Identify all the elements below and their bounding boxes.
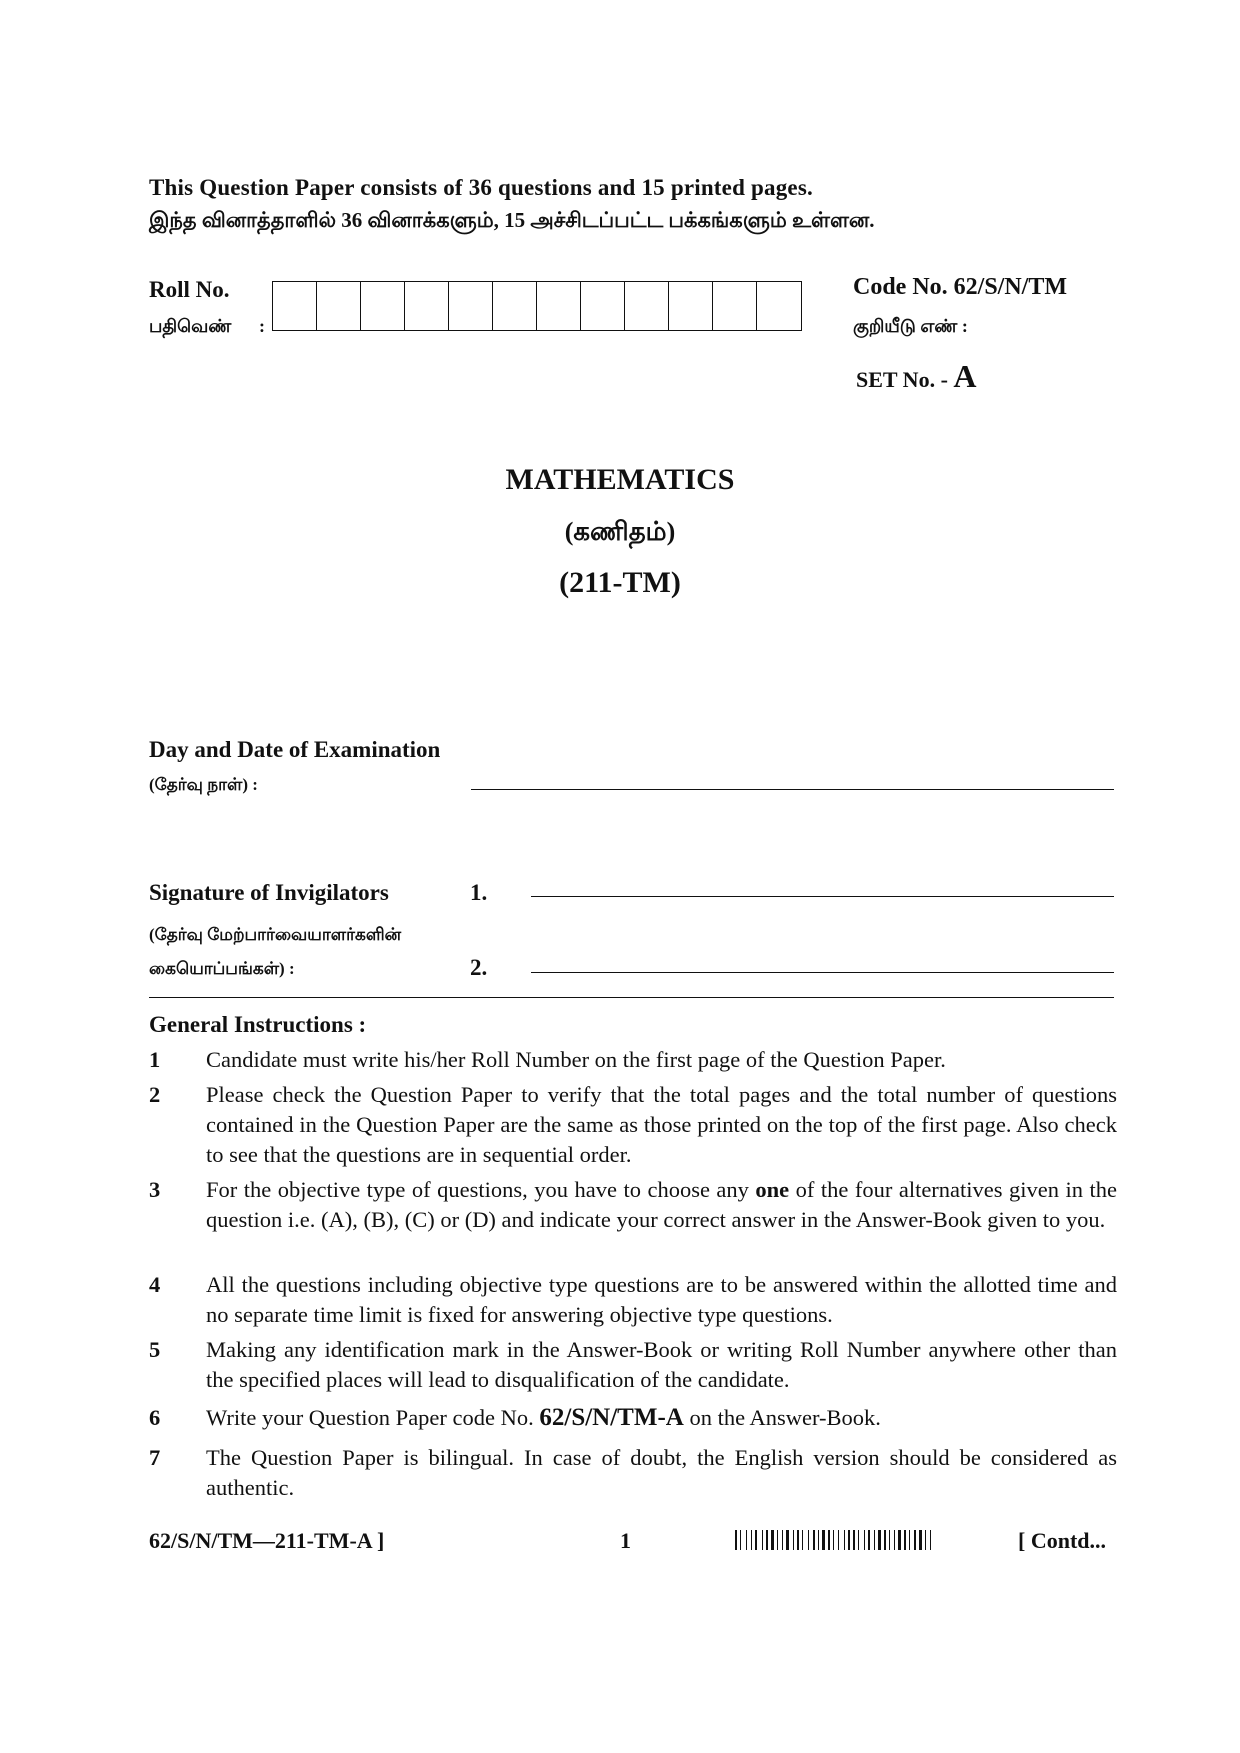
set-number: [856, 358, 977, 395]
instruction-text: Please check the Question Paper to verify that the total pages and the total number of questions contained in the Question Paper are the same as those printed on the top of the first page. Also check to see that the questions are in sequential order.: [206, 1082, 1117, 1167]
instruction-number: 7: [149, 1445, 161, 1470]
instruction-text: [206, 1403, 1117, 1433]
continued-label: [ Contd...: [1018, 1528, 1107, 1553]
invigilator-label-tamil-1: (தேர்வு மேற்பார்வையாளர்களின்: [149, 925, 402, 944]
instruction-item: [149, 1045, 1117, 1075]
instruction-number: 2: [149, 1082, 161, 1107]
instruction-item: [149, 1443, 1117, 1503]
invigilator-signature-line-1[interactable]: [531, 896, 1114, 897]
instruction-item: [149, 1335, 1117, 1395]
instruction-number: 3: [149, 1177, 161, 1202]
instruction-item: [149, 1270, 1117, 1330]
roll-digit-box[interactable]: [493, 282, 537, 330]
roll-digit-box[interactable]: [361, 282, 405, 330]
instruction-number: 5: [149, 1337, 161, 1362]
subject-title: MATHEMATICS: [505, 463, 735, 496]
page-number: 1: [620, 1528, 631, 1553]
instruction-number: 1: [149, 1047, 161, 1072]
roll-digit-box[interactable]: [317, 282, 361, 330]
footer-paper-code: 62/S/N/TM—211-TM-A ]: [149, 1528, 385, 1553]
invigilator-number-2: 2.: [470, 955, 488, 980]
paper-summary-ta: இந்த வினாத்தாளில் 36 வினாக்களும், 15 அச்சிடப்பட்ட பக்கங்களும் உள்ளன.: [149, 208, 875, 232]
roll-digit-box[interactable]: [757, 282, 801, 330]
instruction-emphasis: 62/S/N/TM-A: [539, 1404, 684, 1431]
instruction-emphasis: one: [755, 1177, 790, 1202]
roll-digit-box[interactable]: [669, 282, 713, 330]
roll-number-label: Roll No.: [149, 277, 230, 302]
roll-digit-box[interactable]: [405, 282, 449, 330]
invigilator-signature-line-2[interactable]: [531, 972, 1114, 973]
roll-digit-box[interactable]: [625, 282, 669, 330]
exam-date-line[interactable]: [471, 789, 1114, 790]
roll-number-boxes[interactable]: [272, 281, 802, 331]
instruction-text: Candidate must write his/her Roll Number on the first page of the Question Paper.: [206, 1047, 946, 1072]
instruction-text-part: on the Answer-Book.: [683, 1405, 881, 1430]
roll-digit-box[interactable]: [449, 282, 493, 330]
subject-code: (211-TM): [559, 566, 681, 599]
roll-digit-box[interactable]: [273, 282, 317, 330]
instruction-text: [206, 1175, 1117, 1235]
barcode: [735, 1530, 993, 1550]
instruction-text-part: of the four alternatives given in the question i.e. (A), (B), (C) or (D) and indicate your correct answer in the Answer-Book given to you.: [206, 1177, 1117, 1232]
roll-digit-box[interactable]: [713, 282, 757, 330]
instruction-text-part: Write your Question Paper code No.: [206, 1405, 540, 1430]
instruction-text: The Question Paper is bilingual. In case of doubt, the English version should be considered as authentic.: [206, 1445, 1117, 1500]
section-divider: [149, 997, 1114, 998]
set-number-label: SET No. -: [856, 367, 948, 392]
subject-title-tamil: (கணிதம்): [564, 517, 676, 546]
exam-date-label-tamil: (தேர்வு நாள்) :: [149, 775, 258, 794]
instruction-number: 6: [149, 1405, 161, 1430]
instruction-text: All the questions including objective type questions are to be answered within the allotted time and no separate time limit is fixed for answering objective type questions.: [206, 1272, 1117, 1327]
instruction-item: [149, 1175, 1117, 1235]
exam-date-label: Day and Date of Examination: [149, 737, 441, 762]
invigilator-label-tamil-2: கையொப்பங்கள்) :: [149, 959, 295, 978]
code-number: Code No. 62/S/N/TM: [853, 274, 1068, 300]
instruction-item: [149, 1403, 1117, 1433]
roll-digit-box[interactable]: [581, 282, 625, 330]
code-number-tamil: குறியீடு எண் :: [853, 316, 968, 336]
invigilator-label: Signature of Invigilators: [149, 880, 389, 905]
set-number-value: A: [953, 358, 977, 394]
roll-number-label-tamil: பதிவெண்: [149, 316, 232, 336]
instruction-text-part: For the objective type of questions, you have to choose any: [206, 1177, 756, 1202]
instruction-item: [149, 1080, 1117, 1170]
invigilator-number-1: 1.: [470, 880, 488, 905]
paper-summary-en: This Question Paper consists of 36 questions and 15 printed pages.: [149, 175, 813, 200]
roll-number-colon: :: [259, 316, 265, 336]
instructions-title: General Instructions :: [149, 1012, 367, 1037]
instruction-text: Making any identification mark in the Answer-Book or writing Roll Number anywhere other than the specified places will lead to disqualification of the candidate.: [206, 1337, 1117, 1392]
roll-digit-box[interactable]: [537, 282, 581, 330]
instruction-number: 4: [149, 1272, 161, 1297]
